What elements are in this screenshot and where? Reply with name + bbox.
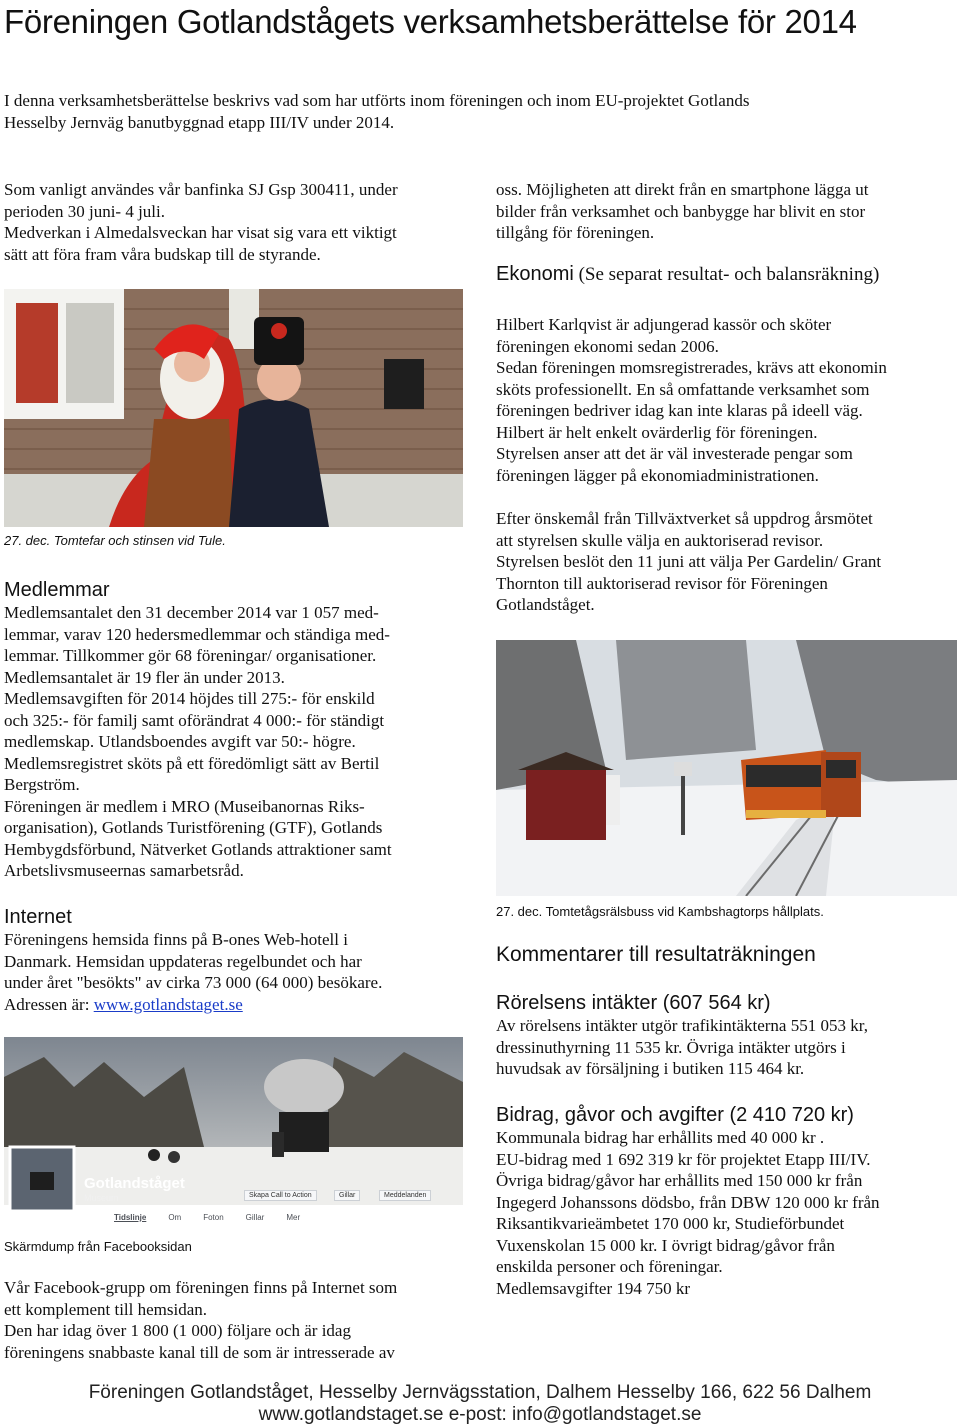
fb-tabs	[114, 1213, 300, 1222]
bidrag-line: EU-bidrag med 1 692 319 kr för projektet Etapp III/IV.	[496, 1149, 871, 1169]
ekonomi-line: Styrelsen anser att det är väl investerade pengar som	[496, 444, 853, 463]
medlemmar-line: lemmar. Tillkommer gör 68 föreningar/ organisationer.	[4, 646, 377, 665]
left-intro-line: sätt att föra fram våra budskap till de styrande.	[4, 244, 321, 264]
address-prefix: Adressen är:	[4, 994, 94, 1014]
medlemmar-line: Medlemsavgiften för 2014 höjdes till 275:- för enskild	[4, 689, 375, 708]
medlemmar-line: Bergström.	[4, 775, 80, 794]
intro-line: Hesselby Jernväg banutbyggnad etapp III/IV under 2014.	[4, 112, 395, 132]
internet-line: under året "besökts" av cirka 73 000 (64 000) besökare.	[4, 973, 383, 992]
left-intro	[4, 179, 474, 265]
facebook-line: föreningens snabbaste kanal till de som är intresserade av	[4, 1342, 395, 1362]
facebook-screenshot	[4, 1037, 463, 1229]
bidrag-line: Kommunala bidrag har erhållits med 40 000 kr .	[496, 1128, 825, 1147]
website-link[interactable]: www.gotlandstaget.se	[93, 994, 243, 1014]
facebook-text	[4, 1277, 474, 1363]
ekonomi-text	[496, 314, 956, 486]
fb-tab-about[interactable]: Om	[168, 1213, 182, 1222]
medlemmar-line: Arbetslivsmuseernas samarbetsråd.	[4, 861, 244, 880]
footer-contact: www.gotlandstaget.se e-post: info@gotlandstaget.se	[258, 1404, 702, 1425]
right-intro	[496, 179, 956, 244]
right-intro-line: oss. Möjligheten att direkt från en smartphone lägga ut	[496, 180, 869, 199]
medlemmar-line: Medlemsantalet är 19 fler än under 2013.	[4, 667, 285, 687]
right-intro-line: bilder från verksamhet och banbygge har blivit en stor	[496, 201, 866, 221]
footer-address: Föreningen Gotlandståget, Hesselby Jernvägsstation, Dalhem Hesselby 166, 622 56 Dalhem	[88, 1382, 872, 1403]
facebook-line: Vår Facebook-grupp om föreningen finns på Internet som	[4, 1278, 398, 1297]
ekonomi-line: Gotlandståget.	[496, 595, 595, 614]
fb-tab-timeline[interactable]: Tidslinje	[114, 1213, 147, 1222]
ekonomi-line: Styrelsen beslöt den 11 juni att välja Per Gardelin/ Grant	[496, 552, 882, 571]
facebook-line: Den har idag över 1 800 (1 000) följare och är idag	[4, 1321, 351, 1340]
ekonomi-line: Hilbert är helt enkelt ovärderlig för föreningen.	[496, 422, 818, 442]
medlemmar-line: Medlemsantalet den 31 december 2014 var 1 057 med-	[4, 603, 379, 622]
fb-button-like[interactable]: Gillar	[334, 1190, 360, 1201]
rorelse-line: dressinuthyrning 11 535 kr. Övriga intäkter utgörs i	[496, 1037, 846, 1057]
fb-tab-photos[interactable]: Foton	[203, 1213, 224, 1222]
ekonomi-line: Efter önskemål från Tillväxtverket så uppdrog årsmötet	[496, 509, 873, 528]
bidrag-line: Ingegerd Johanssons dödsbo, från DBW 120 000 kr från	[496, 1192, 880, 1212]
fb-tab-likes[interactable]: Gillar	[245, 1213, 265, 1222]
ekonomi-heading-main: Ekonomi	[496, 263, 574, 285]
page-title: Föreningen Gotlandstågets verksamhetsberättelse för 2014	[4, 3, 857, 40]
fb-page-sub: Museum	[84, 1193, 119, 1203]
intro-line: I denna verksamhetsberättelse beskrivs vad som har utförts inom föreningen och inom EU-projektet Gotlands	[4, 91, 750, 110]
fb-button-message[interactable]: Meddelanden	[379, 1190, 431, 1201]
left-intro-line: perioden 30 juni- 4 juli.	[4, 201, 166, 221]
photo1-caption: 27. dec. Tomtefar och stinsen vid Tule.	[4, 533, 226, 548]
ekonomi-line: Thornton till auktoriserad revisor för Föreningen	[496, 573, 828, 593]
ekonomi-line: föreningen ekonomi sedan 2006.	[496, 336, 719, 356]
internet-line: Föreningens hemsida finns på B-ones Web-hotell i	[4, 930, 348, 949]
internet-line: Danmark. Hemsidan uppdateras regelbundet och har	[4, 951, 362, 971]
fb-tab-more[interactable]: Mer	[286, 1213, 301, 1222]
internet-heading: Internet	[4, 906, 72, 928]
bidrag-text	[496, 1127, 956, 1299]
bidrag-line: enskilda personer och föreningar.	[496, 1257, 723, 1276]
medlemmar-line: organisation), Gotlands Turistförening (GTF), Gotlands	[4, 818, 383, 837]
fb-page-name: Gotlandståget	[84, 1175, 185, 1192]
ekonomi-line: att styrelsen skulle välja en auktoriserad revisor.	[496, 530, 824, 550]
bidrag-line: Medlemsavgifter 194 750 kr	[496, 1278, 691, 1298]
medlemmar-line: Föreningen är medlem i MRO (Museibanornas Riks-	[4, 796, 365, 816]
photo-santa-and-stationmaster	[4, 289, 463, 527]
left-intro-line: Som vanligt användes vår banfinka SJ Gsp 300411, under	[4, 180, 398, 199]
medlemmar-line: Hembygdsförbund, Nätverket Gotlands attraktioner samt	[4, 839, 392, 859]
photo3-caption: Skärmdump från Facebooksidan	[4, 1239, 192, 1254]
kommentarer-heading: Kommentarer till resultaträkningen	[496, 943, 816, 966]
medlemmar-line: och 325:- för familj samt oförändrat 4 000:- för ständigt	[4, 710, 385, 730]
fb-button-cta[interactable]: Skapa Call to Action	[244, 1190, 317, 1201]
medlemmar-heading: Medlemmar	[4, 579, 110, 601]
address-line	[4, 994, 474, 1016]
ekonomi-line: föreningen lägger på ekonomiadministrationen.	[496, 465, 819, 485]
facebook-line: ett komplement till hemsidan.	[4, 1299, 208, 1319]
photo2-caption: 27. dec. Tomtetågsrälsbuss vid Kambshagtorps hållplats.	[496, 904, 824, 919]
ekonomi-line: Hilbert Karlqvist är adjungerad kassör och sköter	[496, 315, 832, 334]
medlemmar-line: Medlemsregistret sköts på ett föredömligt sätt av Bertil	[4, 753, 380, 773]
footer	[0, 1382, 960, 1426]
ekonomi-line: föreningen bedriver idag kan inte klaras på ideell väg.	[496, 401, 863, 420]
bidrag-heading: Bidrag, gåvor och avgifter (2 410 720 kr)	[496, 1104, 854, 1126]
rorelse-line: huvudsak av försäljning i butiken 115 464 kr.	[496, 1059, 805, 1078]
bidrag-line: Riksantikvarieämbetet 170 000 kr, Studieförbundet	[496, 1214, 845, 1233]
internet-text	[4, 929, 474, 1015]
left-intro-line: Medverkan i Almedalsveckan har visat sig vara ett viktigt	[4, 223, 397, 242]
right-intro-line: tillgång för föreningen.	[496, 223, 655, 242]
rorelse-text	[496, 1015, 956, 1080]
bidrag-line: Vuxenskolan 15 000 kr. I övrigt bidrag/gåvor från	[496, 1235, 835, 1255]
medlemmar-line: medlemskap. Utlandsboendes avgift var 50:- högre.	[4, 732, 356, 751]
rorelse-heading: Rörelsens intäkter (607 564 kr)	[496, 992, 771, 1014]
ekonomi-heading	[496, 262, 879, 286]
intro-text	[4, 90, 954, 133]
ekonomi-line: Sedan föreningen momsregistrerades, krävs att ekonomin	[496, 358, 887, 377]
rorelse-line: Av rörelsens intäkter utgör trafikintäkterna 551 053 kr,	[496, 1016, 868, 1035]
ekonomi-heading-sub: (Se separat resultat- och balansräkning)	[573, 264, 880, 285]
ekonomi-line: sköts professionellt. En så omfattande verksamhet som	[496, 379, 870, 399]
photo-railbus-in-snow	[496, 640, 957, 896]
bidrag-line: Övriga bidrag/gåvor har erhållits med 150 000 kr från	[496, 1171, 863, 1190]
ekonomi-text-2	[496, 508, 956, 616]
medlemmar-text	[4, 602, 474, 882]
medlemmar-line: lemmar, varav 120 hedersmedlemmar och ständiga med-	[4, 624, 390, 644]
